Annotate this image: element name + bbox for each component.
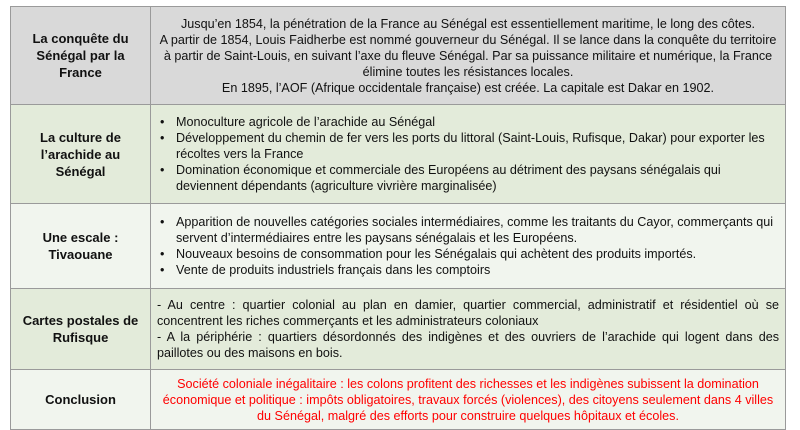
table-row [11, 204, 786, 289]
row-content [151, 204, 786, 289]
list-item: • Nouveaux besoins de consommation pour les Sénégalais qui achètent des produits importés. [176, 246, 779, 262]
list-item: • Vente de produits industriels français dans les comptoirs [176, 262, 779, 278]
summary-table [10, 6, 786, 430]
table-row [11, 289, 786, 370]
list-item: • Domination économique et commerciale des Européens au détriment des paysans sénégalais qui deviennent dépendants (agriculture vivrière marginalisée) [176, 162, 779, 194]
row-heading: La conquête du Sénégal par la France [11, 7, 151, 105]
row-content [151, 289, 786, 370]
paragraph: En 1895, l’AOF (Afrique occidentale française) est créée. La capitale est Dakar en 1902. [221, 80, 715, 95]
table-row [11, 7, 786, 105]
paragraph: A partir de 1854, Louis Faidherbe est nommé gouverneur du Sénégal. Il se lance dans la conquête du territoire à partir de Saint-Louis, en suivant l’axe du fleuve Sénégal. Par sa puissance militaire et numérique, la France élimine toutes les résistances locales. [159, 32, 777, 79]
list-item: • Monoculture agricole de l’arachide au Sénégal [176, 114, 779, 130]
table-row [11, 105, 786, 204]
conclusion-text: Société coloniale inégalitaire : les colons profitent des richesses et les indigènes subissent la domination économique et politique : impôts obligatoires, travaux forcés (violences), des citoyens seulement dans 4 villes du Sénégal, malgré des efforts pour construire quelques hôpitaux et écoles. [162, 376, 774, 423]
row-content [151, 370, 786, 430]
list-item: • Apparition de nouvelles catégories sociales intermédiaires, comme les traitants du Cayor, commerçants qui servent d’intermédiaires entre les paysans sénégalais et les Européens. [176, 214, 779, 246]
paragraph: - A la périphérie : quartiers désordonnés des indigènes et des ouvriers de l’arachide qui logent dans des paillotes ou des maisons en bois. [157, 330, 779, 360]
row-heading: Une escale : Tivaouane [11, 204, 151, 289]
row-heading: Conclusion [11, 370, 151, 430]
list-item: • Développement du chemin de fer vers les ports du littoral (Saint-Louis, Rufisque, Dakar) pour exporter les récoltes vers la France [176, 130, 779, 162]
row-content [151, 7, 786, 105]
row-content [151, 105, 786, 204]
bullet-list [157, 114, 779, 194]
bullet-list [157, 214, 779, 278]
paragraph: Jusqu’en 1854, la pénétration de la France au Sénégal est essentiellement maritime, le long des côtes. [180, 16, 756, 31]
row-heading: La culture de l’arachide au Sénégal [11, 105, 151, 204]
table-row [11, 370, 786, 430]
row-heading: Cartes postales de Rufisque [11, 289, 151, 370]
paragraph: - Au centre : quartier colonial au plan en damier, quartier commercial, administratif et résidentiel où se concentrent les riches commerçants et les administrateurs coloniaux [157, 298, 779, 328]
